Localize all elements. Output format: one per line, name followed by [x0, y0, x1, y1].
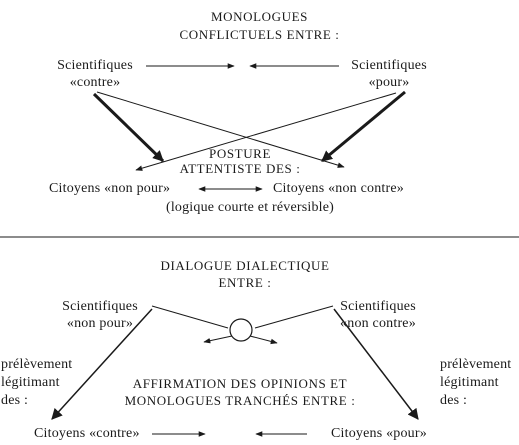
bottom-title-line1: DIALOGUE DIALECTIQUE — [160, 258, 330, 273]
affirm-line1: AFFIRMATION DES OPINIONS ET — [132, 376, 348, 391]
bottom-left-scientists-stance: «non pour» — [66, 316, 134, 331]
top-left-scientists: Scientifiques — [57, 58, 133, 73]
bottom-right-scientists-stance: «non contre» — [340, 316, 416, 331]
arrow-circle-out-left — [204, 336, 232, 342]
left-side-label-line2: légitimant — [1, 375, 60, 390]
right-side-label-line2: légitimant — [440, 375, 499, 390]
top-title-line1: MONOLOGUES — [211, 9, 308, 24]
bottom-citizens-right: Citoyens «pour» — [331, 426, 427, 441]
right-side-label-line3: des : — [440, 393, 468, 408]
posture-line1: POSTURE — [209, 146, 271, 161]
posture-line2: ATTENTISTE DES : — [179, 161, 301, 176]
top-citizens-left: Citoyens «non pour» — [49, 181, 171, 196]
left-side-label-line1: prélèvement — [1, 357, 73, 372]
affirm-line2: MONOLOGUES TRANCHÉS ENTRE : — [124, 393, 356, 408]
bottom-citizens-left: Citoyens «contre» — [34, 426, 140, 441]
arrow-circle-out-right — [250, 336, 277, 343]
dialogue-circle — [230, 319, 252, 341]
line-left-to-circle — [152, 306, 228, 328]
bottom-right-scientists: Scientifiques — [340, 299, 416, 314]
top-citizens-right: Citoyens «non contre» — [273, 181, 404, 196]
left-side-label-line3: des : — [1, 393, 29, 408]
top-right-scientists: Scientifiques — [351, 58, 427, 73]
top-title-line2: CONFLICTUELS ENTRE : — [179, 27, 340, 42]
logic-note: (logique courte et réversible) — [165, 200, 335, 215]
right-side-label-line1: prélèvement — [440, 357, 512, 372]
bottom-title-line2: ENTRE : — [218, 275, 272, 290]
bottom-left-scientists: Scientifiques — [62, 299, 138, 314]
top-left-scientists-stance: «contre» — [69, 75, 121, 90]
top-right-scientists-stance: «pour» — [368, 75, 410, 90]
